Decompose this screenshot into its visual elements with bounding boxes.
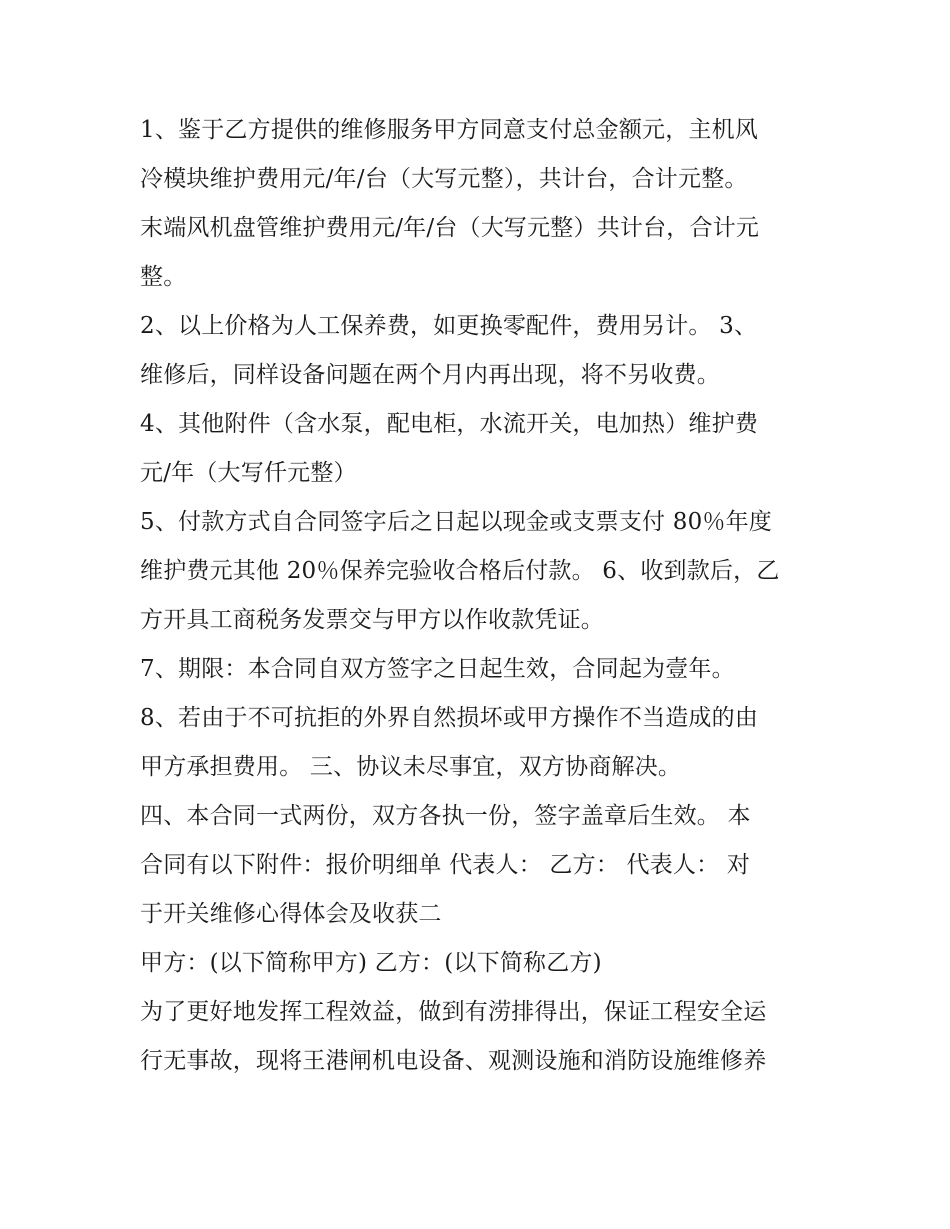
text-line-18: 甲方：(以下简称甲方) 乙方：(以下简称乙方) — [140, 950, 602, 976]
document-body — [140, 106, 820, 1086]
text-line-11: 方开具工商税务发票交与甲方以作收款凭证。 — [140, 607, 604, 633]
text-line-14: 甲方承担费用。 三、协议未尽事宜，双方协商解决。 — [140, 754, 682, 780]
text-line-12: 7、期限：本合同自双方签字之日起生效，合同起为壹年。 — [140, 656, 735, 682]
text-line-8: 元/年（大写仟元整） — [140, 460, 357, 486]
text-line-17: 于开关维修心得体会及收获二 — [140, 901, 442, 927]
text-line-2: 冷模块维护费用元/年/台（大写元整），共计台，合计元整。 — [140, 166, 748, 192]
text-line-13: 8、若由于不可抗拒的外界自然损坏或甲方操作不当造成的由 — [140, 705, 759, 731]
text-line-6: 维修后，同样设备问题在两个月内再出现，将不另收费。 — [140, 362, 720, 388]
text-line-15: 四、本合同一式两份，双方各执一份，签字盖章后生效。 本 — [140, 803, 751, 829]
text-line-7: 4、其他附件（含水泵，配电柜，水流开关，电加热）维护费 — [140, 411, 759, 437]
text-line-19: 为了更好地发挥工程效益，做到有涝排得出，保证工程安全运 — [140, 999, 767, 1025]
text-line-20: 行无事故，现将王港闸机电设备、观测设施和消防设施维修养 — [140, 1048, 767, 1074]
text-line-10: 维护费元其他 20％保养完验收合格后付款。 6、收到款后，乙 — [140, 558, 780, 584]
text-line-4: 整。 — [140, 264, 187, 290]
text-line-5: 2、以上价格为人工保养费，如更换零配件，费用另计。 3、 — [140, 313, 758, 339]
text-line-16: 合同有以下附件：报价明细单 代表人： 乙方： 代表人： 对 — [140, 852, 751, 878]
text-line-9: 5、付款方式自合同签字后之日起以现金或支票支付 80％年度 — [140, 509, 773, 535]
text-line-3: 末端风机盘管维护费用元/年/台（大写元整）共计台，合计元 — [140, 215, 760, 241]
text-line-1: 1、鉴于乙方提供的维修服务甲方同意支付总金额元，主机风 — [140, 117, 759, 143]
